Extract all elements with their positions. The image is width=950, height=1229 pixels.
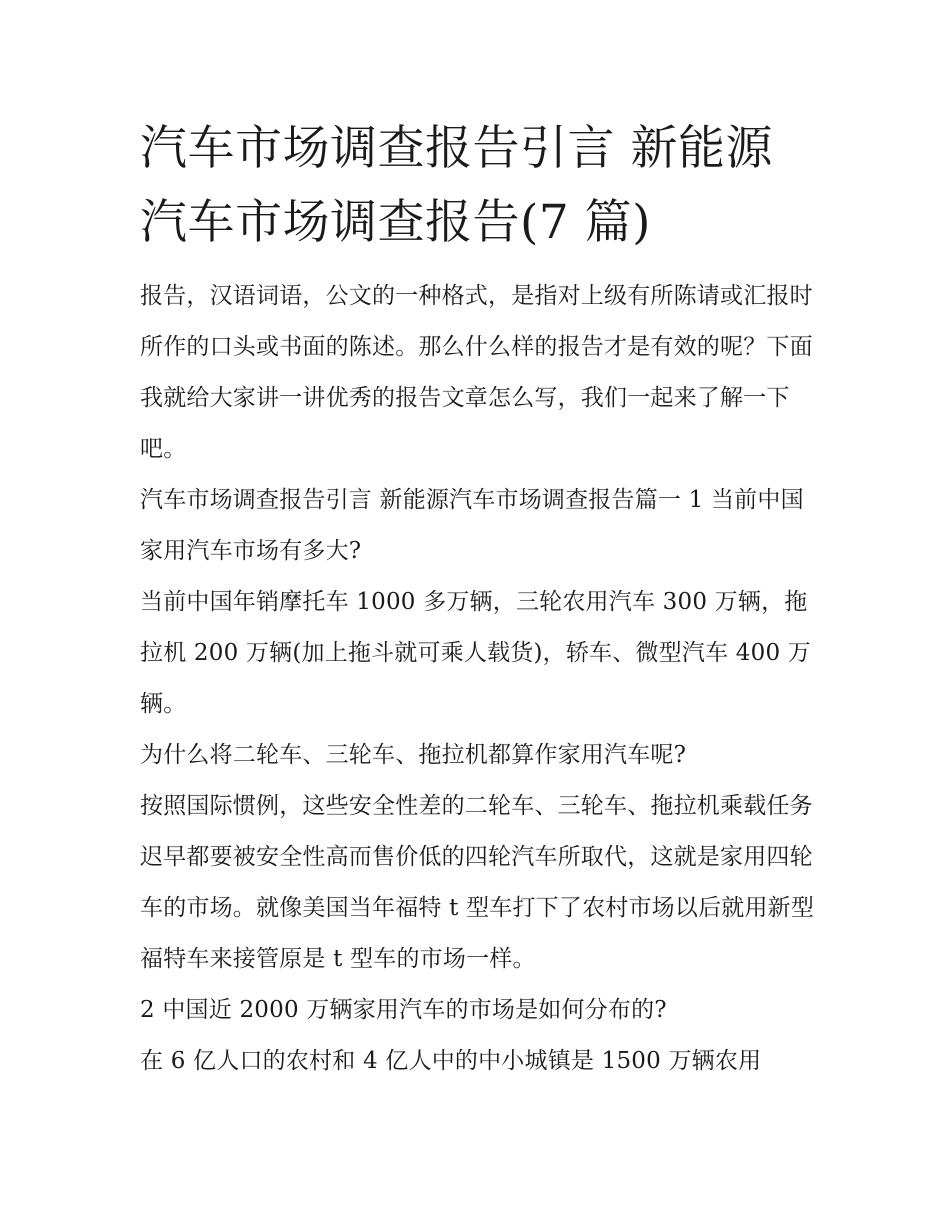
document-page <box>140 112 820 1087</box>
title-line-1: 汽车市场调查报告引言 新能源 <box>140 121 773 176</box>
document-title <box>140 112 820 260</box>
paragraph-question: 为什么将二轮车、三轮车、拖拉机都算作家用汽车呢? <box>140 742 687 768</box>
paragraph-explanation: 按照国际惯例，这些安全性差的二轮车、三轮车、拖拉机乘载任务迟早都要被安全性高而售价低的四轮汽车所取代，这就是家用四轮车的市场。就像美国当年福特 t 型车打下了农村市场以后就用新型福特车来接管原是 t 型车的市场一样。 <box>140 793 815 972</box>
title-line-2: 汽车市场调查报告(7 篇) <box>140 195 652 250</box>
paragraph-section-heading: 汽车市场调查报告引言 新能源汽车市场调查报告篇一 1 当前中国家用汽车市场有多大? <box>140 487 804 564</box>
paragraph-sales-figures: 当前中国年销摩托车 1000 多万辆，三轮农用汽车 300 万辆，拖拉机 200 万辆(加上拖斗就可乘人载货)，轿车、微型汽车 400 万辆。 <box>140 589 811 717</box>
paragraph-rural-market: 在 6 亿人口的农村和 4 亿人中的中小城镇是 1500 万辆农用 <box>140 1048 762 1074</box>
paragraph-distribution-question: 2 中国近 2000 万辆家用汽车的市场是如何分布的? <box>140 997 667 1023</box>
paragraph-intro: 报告，汉语词语，公文的一种格式，是指对上级有所陈请或汇报时所作的口头或书面的陈述。那么什么样的报告才是有效的呢？下面我就给大家讲一讲优秀的报告文章怎么写，我们一起来了解一下吧。 <box>140 283 813 462</box>
